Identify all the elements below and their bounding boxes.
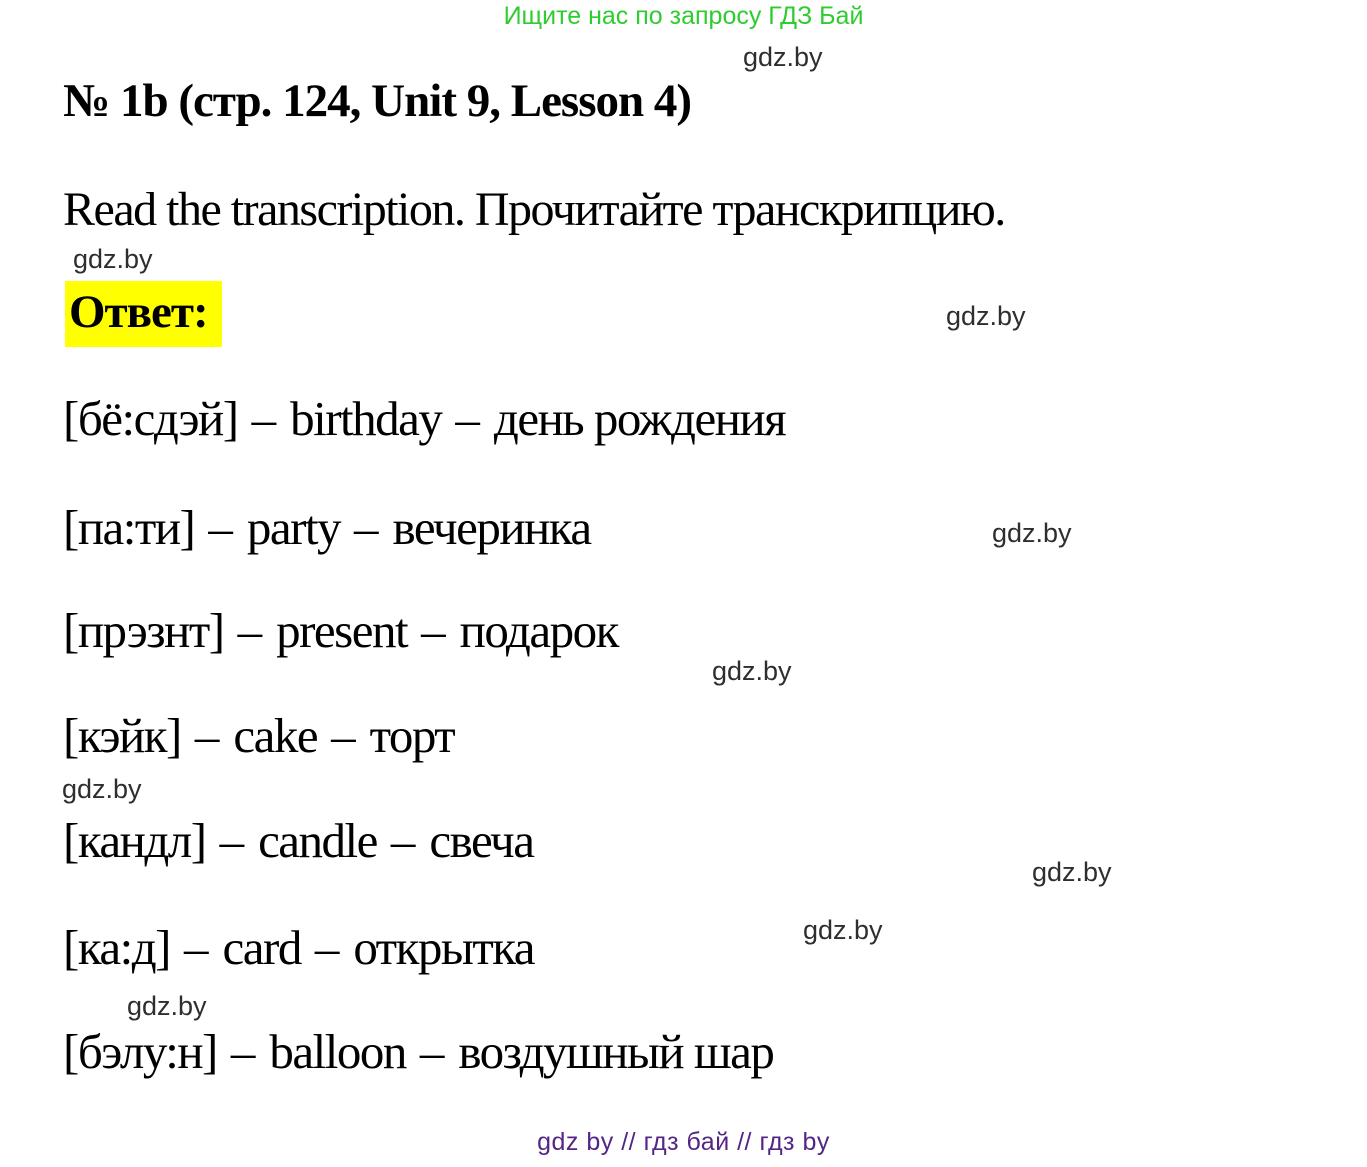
dash-separator: – xyxy=(230,1024,256,1079)
entry-english: card xyxy=(222,920,301,975)
entry-transcription: [ка:д] xyxy=(63,920,170,975)
entry-line-card xyxy=(63,919,534,976)
entry-transcription: [прэзнт] xyxy=(63,603,224,658)
entry-russian: вечеринка xyxy=(392,500,591,555)
watermark-gdz: gdz.by xyxy=(946,301,1026,331)
exercise-heading: № 1b (стр. 124, Unit 9, Lesson 4) xyxy=(63,75,692,127)
entry-english: present xyxy=(276,603,408,658)
watermark-gdz: gdz.by xyxy=(803,915,883,945)
entry-line-birthday xyxy=(63,390,785,447)
watermark-gdz: gdz.by xyxy=(127,991,207,1021)
entry-russian: день рождения xyxy=(493,391,786,446)
watermark-gdz: gdz.by xyxy=(712,656,792,686)
entry-english: candle xyxy=(258,813,377,868)
watermark-gdz: gdz.by xyxy=(62,774,142,804)
dash-separator: – xyxy=(421,603,446,658)
entry-line-candle xyxy=(63,812,533,869)
watermark-gdz: gdz.by xyxy=(743,42,823,72)
entry-english: party xyxy=(246,500,341,555)
entry-line-cake xyxy=(63,707,454,764)
entry-english: birthday xyxy=(290,391,442,446)
entry-transcription: [бэлу:н] xyxy=(63,1024,217,1079)
dash-separator: – xyxy=(390,813,416,868)
entry-line-party xyxy=(63,499,591,556)
entry-english: cake xyxy=(233,708,318,763)
dash-separator: – xyxy=(354,500,379,555)
dash-separator: – xyxy=(419,1024,445,1079)
promo-banner: Ищите нас по запросу ГДЗ Бай xyxy=(503,2,864,30)
dash-separator: – xyxy=(184,920,209,975)
answer-label: Ответ: xyxy=(65,281,222,347)
entry-transcription: [кэйк] xyxy=(63,708,181,763)
task-instruction: Read the transcription. Прочитайте транскрипцию. xyxy=(63,183,1005,236)
entry-line-present xyxy=(63,602,618,659)
dash-separator: – xyxy=(237,603,263,658)
entry-transcription: [кандл] xyxy=(63,813,206,868)
dash-separator: – xyxy=(251,391,277,446)
entry-russian: воздушный шар xyxy=(458,1024,774,1079)
watermark-gdz: gdz.by xyxy=(73,244,153,274)
watermark-gdz: gdz.by xyxy=(992,518,1072,548)
entry-russian: открытка xyxy=(353,920,535,975)
entry-english: balloon xyxy=(269,1024,406,1079)
dash-separator: – xyxy=(219,813,245,868)
dash-separator: – xyxy=(331,708,356,763)
watermark-gdz: gdz.by xyxy=(1032,857,1112,887)
entry-transcription: [па:ти] xyxy=(63,500,195,555)
entry-transcription: [бё:сдэй] xyxy=(63,391,238,446)
entry-line-balloon xyxy=(63,1023,773,1080)
answer-label-wrap xyxy=(65,281,222,347)
dash-separator: – xyxy=(314,920,340,975)
footer-watermark: gdz by // гдз бай // гдз by xyxy=(537,1128,830,1156)
entry-russian: подарок xyxy=(459,603,618,658)
entry-russian: свеча xyxy=(429,813,534,868)
dash-separator: – xyxy=(194,708,220,763)
entry-russian: торт xyxy=(369,708,455,763)
dash-separator: – xyxy=(455,391,480,446)
dash-separator: – xyxy=(208,500,233,555)
